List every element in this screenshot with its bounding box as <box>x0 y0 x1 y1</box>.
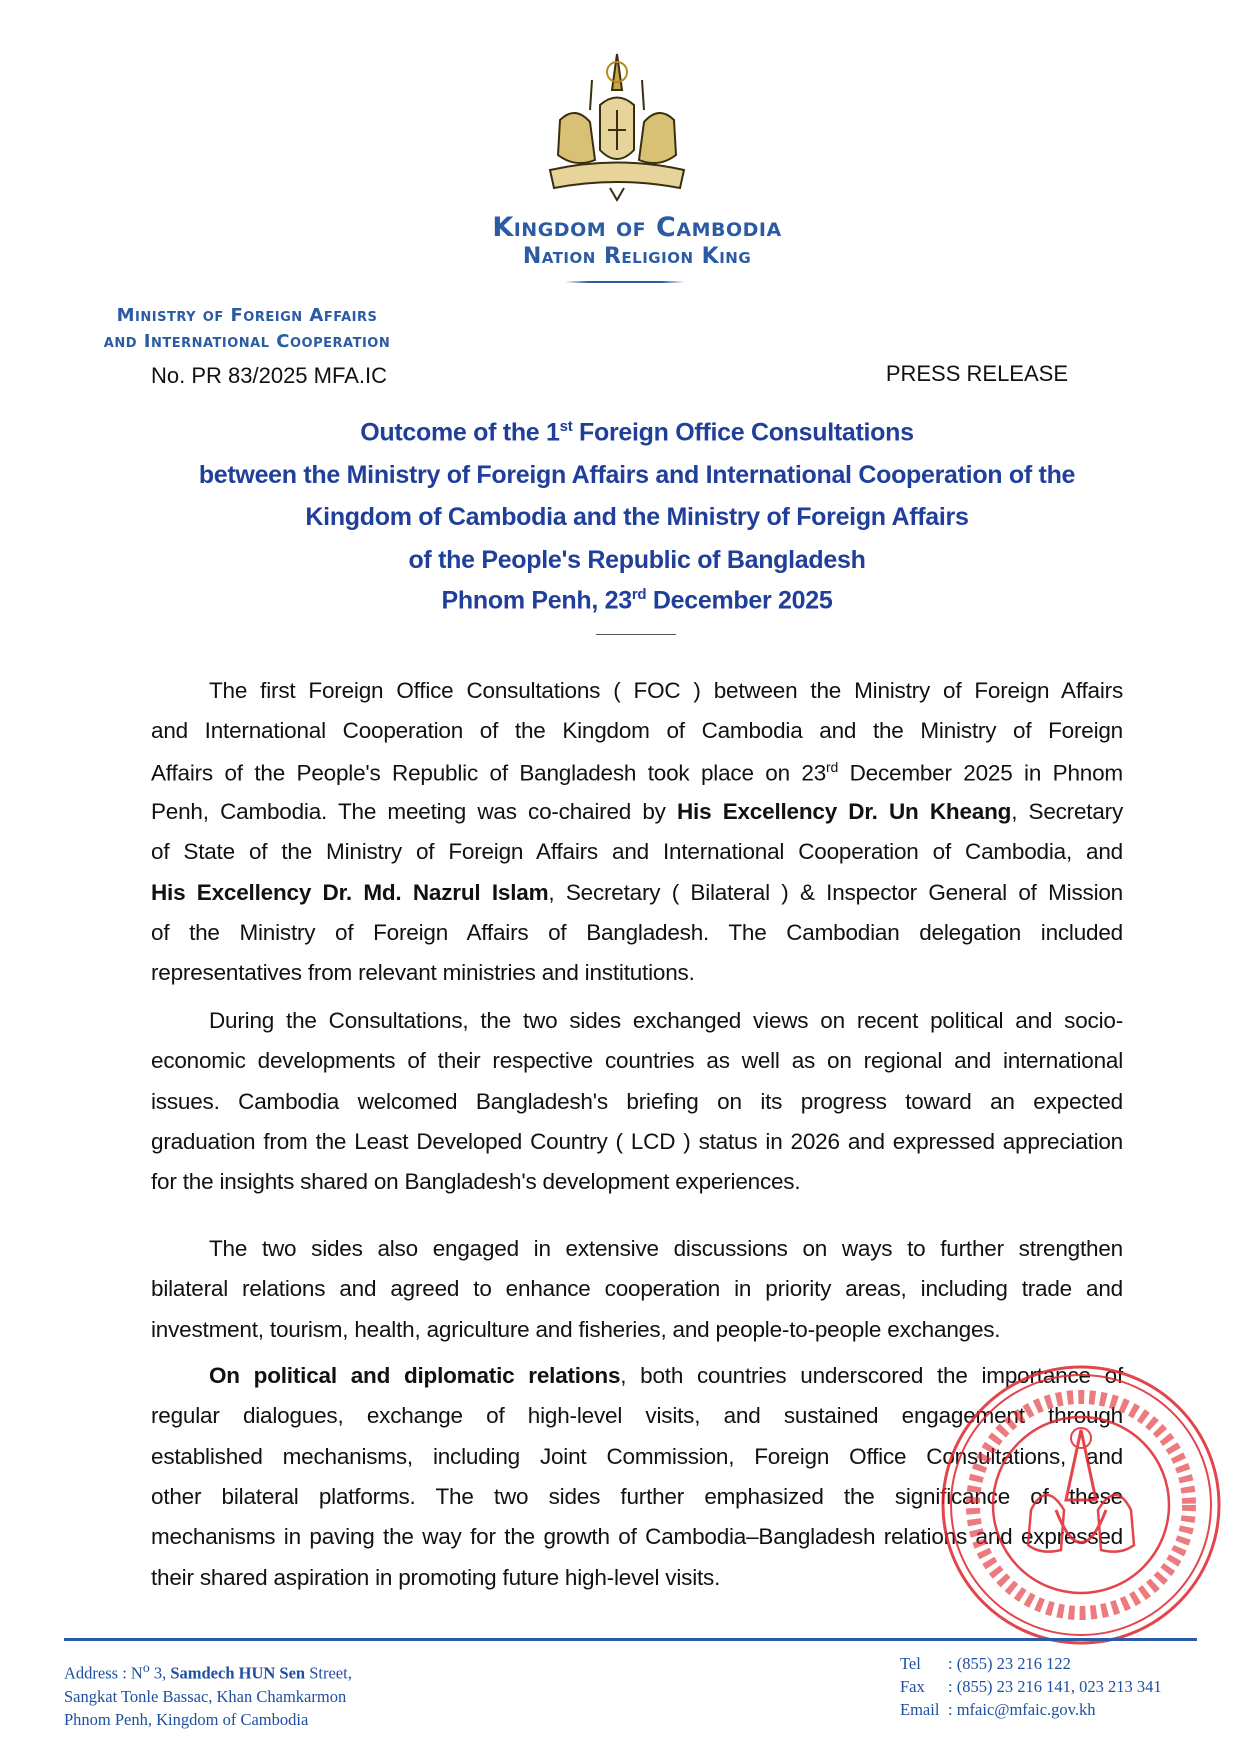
paragraph-1-line <box>151 718 1123 744</box>
title-line-2: between the Ministry of Foreign Affairs and International Cooperation of the <box>198 461 1076 489</box>
fax-row: Fax : (855) 23 216 141, 023 213 341 <box>900 1677 1162 1696</box>
ministry-name-line2: and International Cooperation <box>103 331 391 352</box>
paragraph-3-line <box>151 1317 1123 1343</box>
title-date-line: Phnom Penh, 23rd December 2025 <box>441 586 833 615</box>
kingdom-heading: Kingdom of Cambodia <box>492 212 782 243</box>
text-run: , Secretary ( Bilateral ) & Inspector General of Mission <box>548 879 1123 905</box>
text-run: representatives from relevant ministries and institutions. <box>151 960 695 986</box>
text-run: bilateral relations and agreed to enhance cooperation in priority areas, including trade and <box>151 1276 1123 1302</box>
address-line-2: Sangkat Tonle Bassac, Khan Chamkarmon <box>64 1686 347 1706</box>
text-run: Penh, Cambodia. The meeting was co-chaired by <box>151 798 677 824</box>
text-run: their shared aspiration in promoting future high-level visits. <box>151 1564 721 1590</box>
text-run: , Secretary <box>1011 798 1124 824</box>
paragraph-3-line <box>151 1276 1123 1302</box>
paragraph-2-line <box>151 1089 1123 1115</box>
paragraph-2-line <box>151 1048 1123 1074</box>
text-run: During the Consultations, the two sides exchanged views on recent political and socio- <box>209 1008 1123 1033</box>
text-run: regular dialogues, exchange of high-level visits, and sustained engagement through <box>151 1403 1123 1429</box>
text-run: Affairs of the People's Republic of Bangladesh took place on 23 <box>151 760 827 786</box>
ornament-divider <box>596 634 676 635</box>
ornament-divider <box>565 281 685 283</box>
paragraph-2-line <box>209 1008 1123 1034</box>
paragraph-1-line <box>209 678 1123 704</box>
paragraph-1-line <box>151 759 1123 787</box>
paragraph-1-line <box>151 960 1123 986</box>
title-line-3: Kingdom of Cambodia and the Ministry of Foreign Affairs <box>305 503 969 531</box>
text-run: and International Cooperation of the Kingdom of Cambodia and the Ministry of Foreign <box>151 718 1123 744</box>
paragraph-2-line <box>151 1129 1123 1155</box>
text-run: investment, tourism, health, agriculture and fisheries, and people-to-people exchanges. <box>151 1316 1001 1342</box>
paragraph-1-line <box>151 799 1123 825</box>
title-line-1: Outcome of the 1st Foreign Office Consultations <box>360 418 914 447</box>
text-run: graduation from the Least Developed Country ( LCD ) status in 2026 and expressed appreciation <box>151 1128 1123 1154</box>
footer-address <box>64 1656 352 1731</box>
paragraph-2-line <box>151 1169 1123 1195</box>
document-number: No. PR 83/2025 MFA.IC <box>151 363 387 388</box>
text-run: The two sides also engaged in extensive discussions on ways to further strengthen <box>209 1236 1123 1261</box>
text-run: other bilateral platforms. The two sides further emphasized the significance of these <box>151 1483 1123 1509</box>
paragraph-1-line <box>151 839 1123 865</box>
paragraph-1-line <box>151 920 1123 946</box>
text-run: , both countries underscored the importance of <box>620 1363 1123 1388</box>
title-line-4: of the People's Republic of Bangladesh <box>408 546 866 574</box>
paragraph-1-line <box>151 880 1123 906</box>
text-run: of State of the Ministry of Foreign Affairs and International Cooperation of Cambodia, and <box>151 839 1123 865</box>
paragraph-3-line <box>209 1236 1123 1262</box>
text-run: mechanisms in paving the way for the growth of Cambodia–Bangladesh relations and expressed <box>151 1524 1123 1550</box>
ministry-seal-stamp <box>936 1360 1226 1650</box>
royal-emblem <box>540 50 694 202</box>
email-link[interactable]: : mfaic@mfaic.gov.kh <box>948 1700 1096 1719</box>
bold-text: On political and diplomatic relations <box>209 1363 621 1388</box>
text-run: for the insights shared on Bangladesh's development experiences. <box>151 1169 801 1195</box>
text-run: December 2025 in Phnom <box>838 760 1123 786</box>
text-run: of the Ministry of Foreign Affairs of Bangladesh. The Cambodian delegation included <box>151 919 1123 945</box>
fax-value: : (855) 23 216 141, 023 213 341 <box>948 1677 1162 1696</box>
tel-row: Tel : (855) 23 216 122 <box>900 1654 1071 1673</box>
address-line-3: Phnom Penh, Kingdom of Cambodia <box>64 1709 309 1729</box>
footer-divider <box>64 1638 1197 1641</box>
text-run: The first Foreign Office Consultations ( FOC ) between the Ministry of Foreign Affairs <box>209 678 1123 703</box>
bold-text: His Excellency Dr. Md. Nazrul Islam <box>151 879 549 905</box>
email-row: Email : mfaic@mfaic.gov.kh <box>900 1700 1096 1719</box>
text-run: economic developments of their respective countries as well as on regional and international <box>151 1048 1123 1074</box>
motto-heading: Nation Religion King <box>522 244 752 269</box>
text-run: issues. Cambodia welcomed Bangladesh's briefing on its progress toward an expected <box>151 1088 1123 1114</box>
text-run: established mechanisms, including Joint Commission, Foreign Office Consultations, and <box>151 1443 1123 1469</box>
text-run: rd <box>826 758 839 775</box>
document-type: PRESS RELEASE <box>885 361 1068 386</box>
ministry-name-line1: Ministry of Foreign Affairs <box>116 305 378 326</box>
tel-value: : (855) 23 216 122 <box>948 1654 1071 1673</box>
footer-contact <box>900 1652 1162 1721</box>
bold-text: His Excellency Dr. Un Kheang <box>677 798 1012 824</box>
address-line-1: Address : $N^o$ 3, Samdech HUN Sen Street, <box>64 1660 352 1683</box>
